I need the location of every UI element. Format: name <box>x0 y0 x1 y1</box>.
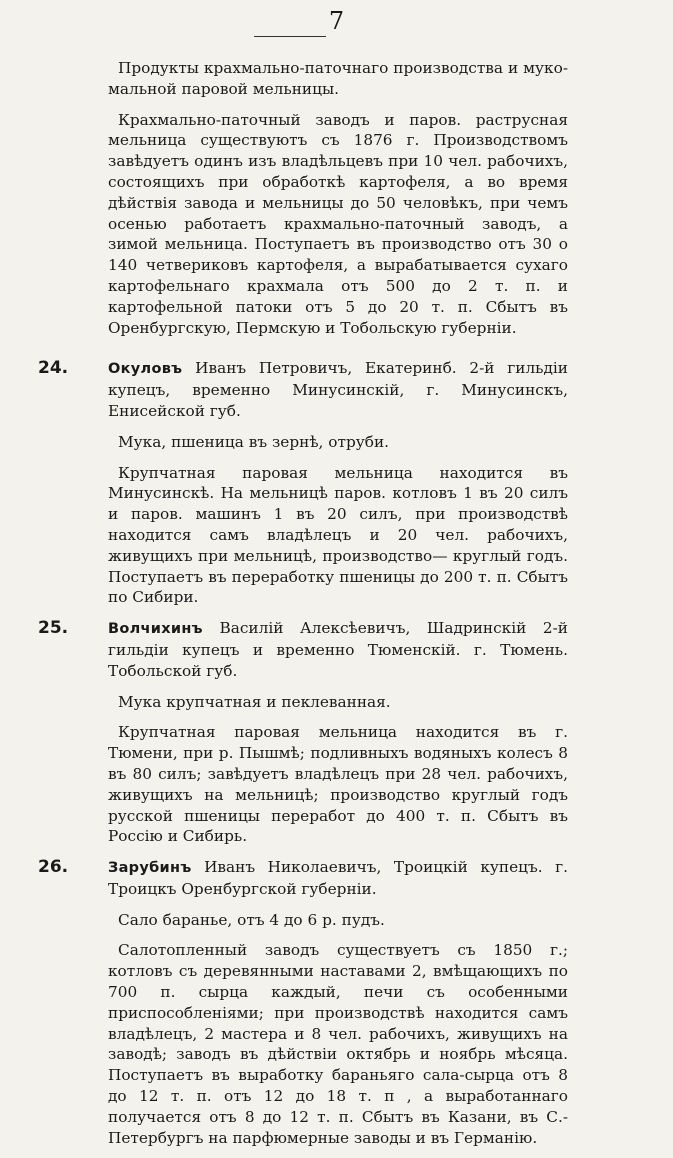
entry-26 <box>38 857 568 900</box>
page-number: 7 <box>328 7 345 35</box>
entry-number: 26. <box>38 857 69 878</box>
entry-product: Мука крупчатная и пеклеванная. <box>118 692 391 711</box>
entry-description: Крупчатная паровая мельница находится въ г. Тюмени, при р. Пышмѣ; подливныхъ водяныхъ колесъ 8 въ 80 силъ; завѣдуетъ владѣлецъ при 28 чел. рабочихъ, живущихъ на мельницѣ; производство круглый годъ русской пшеницы переработ до 400 т. п. Сбытъ въ Россію и Сибирь. <box>108 723 568 846</box>
entry-surname: Зарубинъ <box>108 860 192 877</box>
entry-surname: Окуловъ <box>108 361 183 378</box>
page-number-rule <box>254 36 326 37</box>
entry-header <box>108 618 568 681</box>
entry-header-text: Василій Алексѣевичъ, Шадринскій 2-й гильдіи купецъ и временно Тюменскій. г. Тюмень. Тобольской губ. <box>108 619 568 680</box>
entry-product: Мука, пшеница въ зернѣ, отруби. <box>118 432 390 451</box>
entry-header-text: Иванъ Николаевичъ, Троицкій купецъ. г. Троицкъ Оренбургской губерніи. <box>108 858 568 898</box>
page-body <box>38 58 568 1158</box>
entry-header <box>108 358 568 421</box>
entry-header <box>108 857 568 900</box>
entry-24 <box>38 358 568 421</box>
entry-description: Крупчатная паровая мельница находится въ Минусинскѣ. На мельницѣ паров. котловъ 1 въ 20 силъ и паров. машинъ 1 въ 20 силъ, при производствѣ находится самъ владѣлецъ и 20 чел. рабочихъ, живущихъ при мельницѣ, производство— круглый годъ. Поступаетъ въ переработку пшеницы до 200 т. п. Сбытъ по Сибири. <box>108 463 568 607</box>
entry-number: 25. <box>38 618 69 639</box>
entry-25 <box>38 618 568 681</box>
intro-body: Крахмально-паточный заводъ и паров. раструсная мельница существуютъ съ 1876 г. Производствомъ завѣдуетъ одинъ изъ владѣльцевъ при 10 чел. рабочихъ, состоящихъ при обработкѣ картофеля, а во время дѣйствія завода и мельницы до 50 человѣкъ, при чемъ осенью работаетъ крахмально-паточный заводъ, а зимой мельница. Поступаетъ въ производство отъ 30 о 140 четвериковъ картофеля, а вырабатывается сухаго картофельнаго крахмала отъ 500 до 2 т. п. и картофельной патоки отъ 5 до 20 т. п. Сбытъ въ Оренбургскую, Пермскую и Тобольскую губерніи. <box>108 110 568 337</box>
entry-header-text: Иванъ Петровичъ, Екатеринб. 2-й гильдіи купецъ, временно Минусинскій, г. Минусинскъ, Енисейской губ. <box>108 359 568 420</box>
entry-product: Сало баранье, отъ 4 до 6 р. пудъ. <box>118 910 385 929</box>
spacer <box>108 348 568 358</box>
entry-description: Салотопленный заводъ существуетъ съ 1850 г.; котловъ съ деревянными наставами 2, вмѣщающихъ по 700 п. сырца каждый, печи съ особенными приспособленіями; при производствѣ находится самъ владѣлецъ, 2 мастера и 8 чел. рабочихъ, живущихъ на заводѣ; заводъ въ дѣйствіи октябрь и ноябрь мѣсяца. Поступаетъ въ выработку бараньяго сала-сырца отъ 8 до 12 т. п. отъ 12 до 18 т. п , а выработаннаго получается отъ 8 до 12 т. п. Сбытъ въ Казани, въ С.-Петербургъ на парфюмерные заводы и въ Германію. <box>108 941 568 1147</box>
entry-number: 24. <box>38 358 69 379</box>
intro-heading: Продукты крахмально-паточнаго производства и муко-мальной паровой мельницы. <box>108 59 568 98</box>
entry-surname: Волчихинъ <box>108 621 203 638</box>
